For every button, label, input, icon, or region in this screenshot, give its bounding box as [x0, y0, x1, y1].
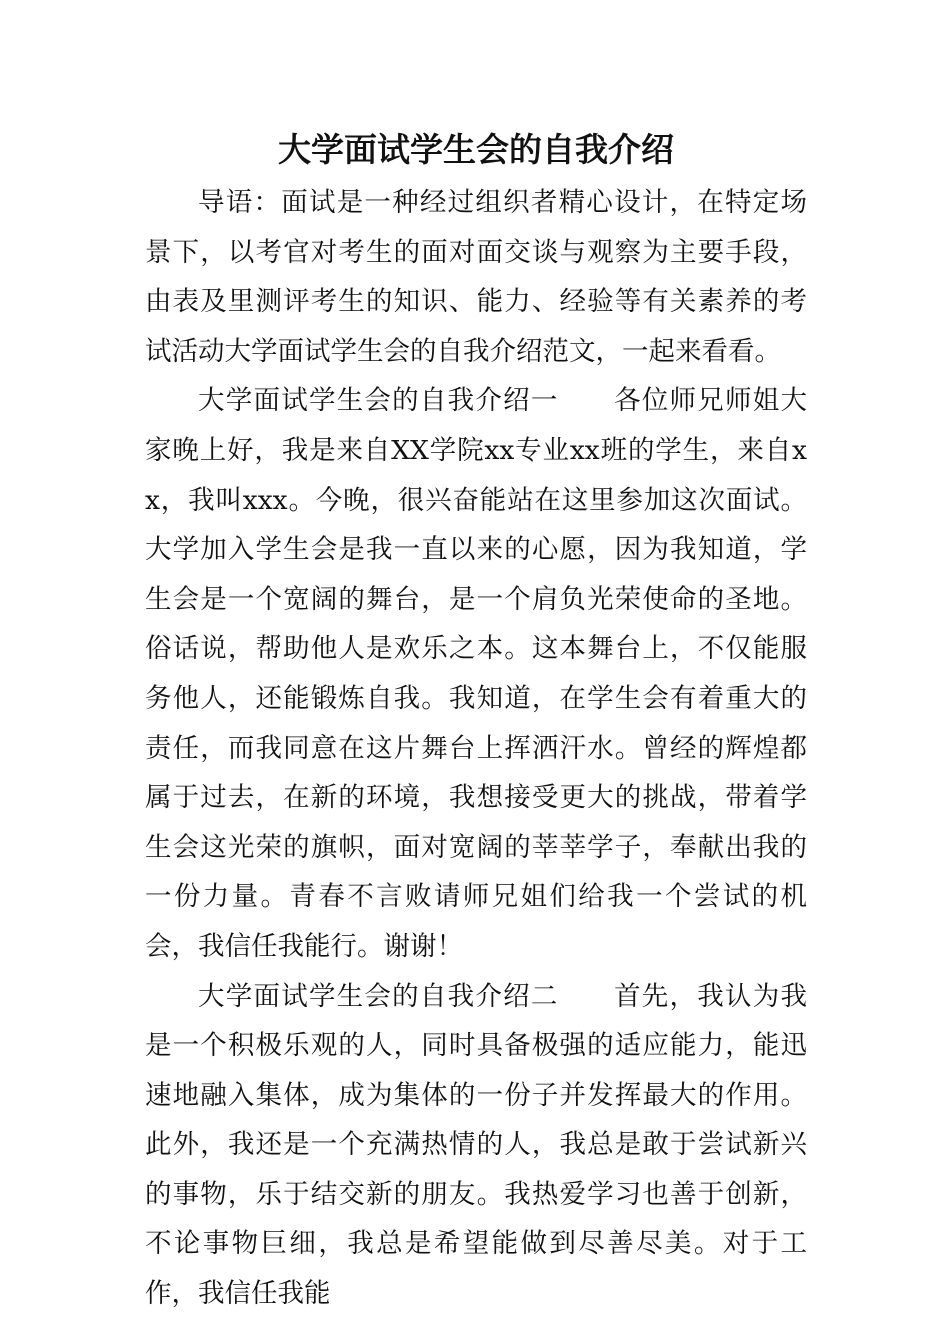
paragraph-introduction-one: 大学面试学生会的自我介绍一 各位师兄师姐大家晚上好，我是来自XX学院xx专业xx班的学生，来自xx，我叫xxx。今晚，很兴奋能站在这里参加这次面试。大学加入学生会是我一直以来的心愿，因为我知道，学生会是一个宽阔的舞台，是一个肩负光荣使命的圣地。俗话说，帮助他人是欢乐之本。这本舞台上，不仅能服务他人，还能锻炼自我。我知道，在学生会有着重大的责任，而我同意在这片舞台上挥洒汗水。曾经的辉煌都属于过去，在新的环境，我想接受更大的挑战，带着学生会这光荣的旗帜，面对宽阔的莘莘学子，奉献出我的一份力量。青春不言败请师兄姐们给我一个尝试的机会，我信任我能行。谢谢！ — [145, 385, 807, 962]
document-title: 大学面试学生会的自我介绍 — [278, 130, 674, 169]
paragraph-intro: 导语：面试是一种经过组织者精心设计，在特定场景下，以考官对考生的面对面交谈与观察为主要手段，由表及里测评考生的知识、能力、经验等有关素养的考试活动大学面试学生会的自我介绍范文，一起来看看。 — [145, 187, 807, 367]
paragraph-introduction-two: 大学面试学生会的自我介绍二 首先，我认为我是一个积极乐观的人，同时具备极强的适应能力，能迅速地融入集体，成为集体的一份子并发挥最大的作用。此外，我还是一个充满热情的人，我总是敢于尝试新兴的事物，乐于结交新的朋友。我热爱学习也善于创新，不论事物巨细，我总是希望能做到尽善尽美。对于工作，我信任我能 — [145, 980, 807, 1310]
document-body — [145, 128, 807, 1319]
